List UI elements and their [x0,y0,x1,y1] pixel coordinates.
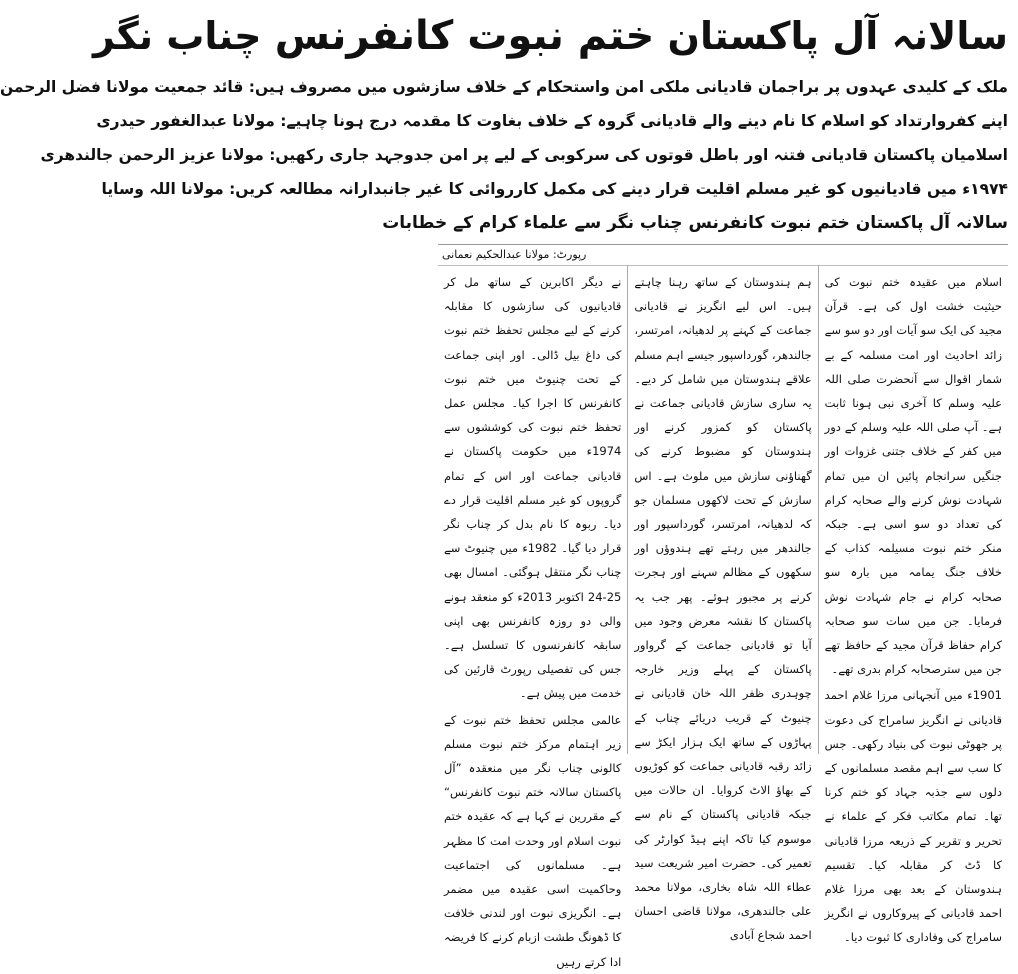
headline-part-3: چناب نگر [92,14,262,58]
column-1 [818,266,1008,945]
headline-part-2: ختم نبوت کانفرنس [274,13,655,59]
subhead-3: اسلامیان پاکستان قادیانی فتنہ اور باطل قوتوں کی سرکوبی کے لیے پر امن جدوجہد جاری رکھیں: مولانا عزیز الرحمن جالندھری [40,146,1008,164]
column-2-paragraph-1: ہم ہندوستان کے ساتھ رہنا چاہتے ہیں۔ اس لیے انگریز نے قادیانی جماعت کے کہنے پر لدھیانہ، امرتسر، جالندھر، گورداسپور جیسے اہم مسلم علاقے ہندوستان میں شامل کر دیے۔ یہ ساری سازش قادیانی جماعت نے پاکستان کو کمزور کرنے اور ہندوستان کو مضبوط کرنے کی گھناؤنی سازش میں ملوث ہے۔ اس سازش کے تحت لاکھوں مسلمان جو کہ لدھیانہ، امرتسر، گورداسپور اور جالندھر میں رہتے تھے ہندوؤں اور سکھوں کے مظالم سہنے اور ہجرت کرنے پر مجبور ہوئے۔ پھر جب یہ پاکستان کا نقشہ معرض وجود میں آیا تو قادیانی جماعت کے گرواور پاکستان کے پہلے وزیر خارجہ چوہدری ظفر اللہ خان قادیانی نے چنیوٹ کے قریب دریائے چناب کے پہاڑوں کے ساتھ ایک ہزار ایکڑ سے زائد رقبہ قادیانی جماعت کو کوڑیوں کے بھاؤ الاٹ کروایا۔ ان حالات میں جبکہ قادیانی پاکستان کے نام سے موسوم کیا تاکہ اپنے ہیڈ کوارٹر کی تعمیر کی۔ حضرت امیر شریعت سید عطاء اللہ شاہ بخاری، مولانا محمد علی جالندھری، مولانا قاضی احسان احمد شجاع آبادی [634,275,812,943]
headline [92,6,1008,66]
column-3-paragraph-1: نے دیگر اکابرین کے ساتھ مل کر قادیانیوں کی سازشوں کا مقابلہ کرنے کے لیے مجلس تحفظ ختم نبوت کی داغ بیل ڈالی۔ اور اپنی جماعت کے تحت چنیوٹ میں ختم نبوت کانفرنس کا اجرا کیا۔ مجلس عمل تحفظ ختم نبوت کی کوششوں سے 1974ء میں حکومت پاکستان نے قادیانی جماعت اور اس کے تمام گروپوں کو غیر مسلم اقلیت قرار دے دیا۔ ربوہ کا نام بدل کر چناب نگر قرار دیا گیا۔ 1982ء میں چنیوٹ سے چناب نگر منتقل ہوگئی۔ امسال بھی 25-24 اکتوبر 2013ء کو منعقد ہونے والی دو روزہ کانفرنس بھی اپنی سابقہ کانفرنسوں کا تسلسل ہے۔ جس کی تفصیلی رپورٹ قارئین کی خدمت میں پیش ہے۔ [444,275,622,701]
subhead-4: ۱۹۷۴ء میں قادیانیوں کو غیر مسلم اقلیت قرار دینے کی مکمل کارروائی کا غیر جانبدارانہ مطالعہ کریں: مولانا اللہ وسایا [101,180,1008,198]
column-3-paragraph-2: عالمی مجلس تحفظ ختم نبوت کے زیر اہتمام مرکز ختم نبوت مسلم کالونی چناب نگر میں منعقدہ ”آل پاکستان سالانہ ختم نبوت کانفرنس“ کے مقررین نے کہا ہے کہ عقیدہ ختم نبوت اسلام اور وحدت امت کا مظہر ہے۔ مسلمانوں کی اجتماعیت وحاکمیت اسی عقیدہ میں مضمر ہے۔ انگریزی نبوت اور لندنی خلافت کا ڈھونگ طشت ازبام کرنے کا فریضہ ادا کرتے رہیں [444,712,622,969]
article-columns [438,265,1008,969]
reporter-byline: رپورٹ: مولانا عبدالحکیم نعمانی [442,248,587,261]
column-3 [438,266,627,969]
headline-part-1: سالانہ آل پاکستان [667,14,1008,58]
subheads-block [0,70,1008,245]
column-1-paragraph-1: اسلام میں عقیدہ ختم نبوت کی حیثیت خشت اول کی ہے۔ قرآن مجید کی ایک سو آیات اور دو سو سے زائد احادیث اور امت مسلمہ کے بے شمار اقوال سے آنحضرت صلی اللہ علیہ وسلم کا آخری نبی ہونا ثابت ہے۔ آپ صلی اللہ علیہ وسلم کے دور میں کفر کے خلاف جتنی غزوات اور جنگیں سرانجام پائیں ان میں تمام شہادت نوش کرنے والے صحابہ کرام کی تعداد دو سو اسی ہے۔ جبکہ منکر ختم نبوت مسیلمہ کذاب کے خلاف جنگ یمامہ میں بارہ سو صحابہ کرام نے جام شہادت نوش فرمایا۔ جن میں سات سو صحابہ کرام حفاظ قرآن مجید کے حافظ تھے جن میں سترصحابہ کرام بدری تھے۔ [824,275,1002,677]
column-1-paragraph-2: 1901ء میں آنجہانی مرزا غلام احمد قادیانی نے انگریز سامراج کی دعوت پر جھوٹی نبوت کی بنیاد رکھی۔ جس کا سب سے اہم مقصد مسلمانوں کے دلوں سے جذبہ جہاد کو ختم کرنا تھا۔ تمام مکاتب فکر کے علماء نے تحریر و تقریر کے ذریعہ مرزا قادیانی کا ڈٹ کر مقابلہ کیا۔ تقسیم ہندوستان کے بعد بھی مرزا غلام احمد قادیانی کے پیروکاروں نے انگریز سامراج کی وفاداری کا ثبوت دیا۔ [824,688,1002,945]
column-2 [627,266,817,943]
subhead-5: سالانہ آل پاکستان ختم نبوت کانفرنس چناب نگر سے علماء کرام کے خطابات [382,213,1008,233]
subhead-1: ملک کے کلیدی عہدوں پر براجمان قادیانی ملکی امن واستحکام کے خلاف سازشوں میں مصروف ہیں: قائد جمعیت مولانا فضل الرحمن [0,78,1008,96]
subhead-2: اپنے کفروارتداد کو اسلام کا نام دینے والے قادیانی گروہ کے خلاف بغاوت کا مقدمہ درج ہونا چاہیے: مولانا عبدالغفور حیدری [96,112,1008,130]
